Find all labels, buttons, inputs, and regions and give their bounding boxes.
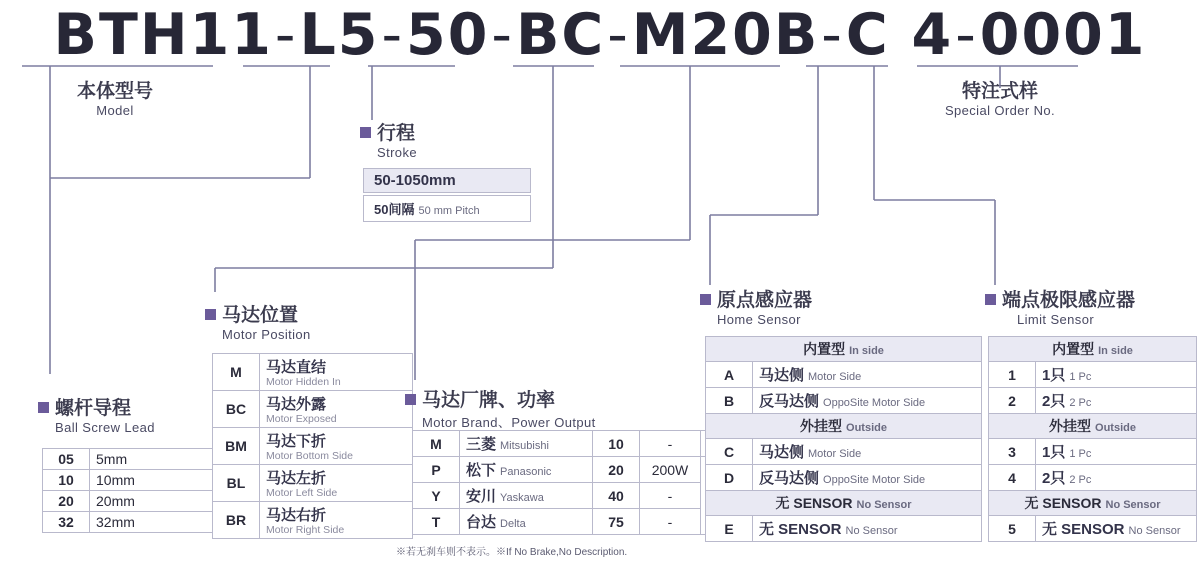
band-label: 内置型 In side	[989, 337, 1197, 362]
table-row	[989, 362, 1197, 388]
band-label: 内置型 In side	[706, 337, 982, 362]
cell-value: 马达外露 Motor Exposed	[260, 391, 413, 428]
cell-power-key: 40	[593, 483, 640, 509]
heading-motor-position	[205, 300, 311, 342]
band-label: 外挂型 Outside	[706, 414, 982, 439]
cell-power-value: -	[640, 509, 701, 535]
table-row	[706, 439, 982, 465]
table-row	[989, 465, 1197, 491]
cell-key: Y	[413, 483, 460, 509]
motor-brand-note: ※若无刹车则不表示。※If No Brake,No Description.	[396, 547, 628, 558]
table-motor-brand	[412, 430, 748, 535]
cell-power-key: 10	[593, 431, 640, 457]
code-segment-model: BTH11	[53, 2, 273, 68]
heading-home-sensor	[700, 285, 812, 327]
table-row	[213, 354, 413, 391]
cell-power-key: 75	[593, 509, 640, 535]
heading-motor-position-en: Motor Position	[222, 327, 311, 342]
cell-key: 3	[989, 439, 1036, 465]
cell-power-value: 200W	[640, 457, 701, 483]
table-row	[989, 388, 1197, 414]
heading-model	[20, 76, 210, 118]
code-segment-lead: L5	[299, 2, 380, 68]
code-dash: -	[491, 2, 514, 68]
table-ball-screw-lead	[42, 448, 213, 533]
cell-key: D	[706, 465, 753, 491]
cell-key: 1	[989, 362, 1036, 388]
heading-ball-screw-lead-en: Ball Screw Lead	[55, 420, 155, 435]
code-segment-sensors: C 4	[845, 2, 954, 68]
heading-ball-screw-lead-cn: 螺杆导程	[38, 393, 155, 420]
table-row	[43, 512, 213, 533]
cell-power-key: 20	[593, 457, 640, 483]
table-limit-sensor	[988, 336, 1197, 542]
heading-ball-screw-lead	[38, 393, 155, 435]
cell-key: C	[706, 439, 753, 465]
table-row	[413, 457, 748, 483]
band-label: 无 SENSOR No Sensor	[989, 491, 1197, 516]
cell-value: 马达侧 Motor Side	[753, 439, 982, 465]
cell-value: 10mm	[90, 470, 213, 491]
cell-key: A	[706, 362, 753, 388]
cell-value: 马达右折 Motor Right Side	[260, 502, 413, 539]
table-row	[213, 465, 413, 502]
table-row	[706, 362, 982, 388]
cell-value: 马达下折 Motor Bottom Side	[260, 428, 413, 465]
table-row	[706, 516, 982, 542]
cell-value: 反马达侧 OppoSite Motor Side	[753, 388, 982, 414]
cell-key: 5	[989, 516, 1036, 542]
bullet-square-icon	[38, 402, 49, 413]
cell-brand: 安川 Yaskawa	[460, 483, 593, 509]
cell-key: 20	[43, 491, 90, 512]
table-band-row	[989, 414, 1197, 439]
cell-value: 马达侧 Motor Side	[753, 362, 982, 388]
cell-value: 2只 2 Pc	[1036, 388, 1197, 414]
bullet-square-icon	[405, 394, 416, 405]
table-home-sensor	[705, 336, 982, 542]
cell-value: 马达左折 Motor Left Side	[260, 465, 413, 502]
cell-key: T	[413, 509, 460, 535]
cell-value: 无 SENSOR No Sensor	[753, 516, 982, 542]
stroke-range-box: 50-1050mm	[363, 168, 531, 193]
cell-key: 05	[43, 449, 90, 470]
heading-model-en: Model	[96, 103, 134, 118]
bullet-square-icon	[205, 309, 216, 320]
cell-key: 4	[989, 465, 1036, 491]
heading-stroke-en: Stroke	[377, 145, 417, 160]
heading-stroke-cn: 行程	[360, 118, 417, 145]
cell-value: 5mm	[90, 449, 213, 470]
table-row	[413, 431, 748, 457]
table-band-row	[989, 337, 1197, 362]
cell-value: 反马达侧 OppoSite Motor Side	[753, 465, 982, 491]
cell-value: 20mm	[90, 491, 213, 512]
table-row	[706, 388, 982, 414]
table-row	[213, 428, 413, 465]
bullet-square-icon	[985, 294, 996, 305]
cell-value: 马达直结 Motor Hidden In	[260, 354, 413, 391]
heading-special-order-en: Special Order No.	[944, 103, 1056, 118]
heading-stroke	[360, 118, 417, 160]
heading-home-sensor-en: Home Sensor	[717, 312, 801, 327]
heading-limit-sensor	[985, 285, 1135, 327]
table-band-row	[706, 414, 982, 439]
cell-key: B	[706, 388, 753, 414]
band-label: 外挂型 Outside	[989, 414, 1197, 439]
cell-key: E	[706, 516, 753, 542]
code-dash: -	[381, 2, 405, 68]
band-label: 无 SENSOR No Sensor	[706, 491, 982, 516]
heading-motor-brand-cn: 马达厂牌、功率	[405, 385, 596, 412]
cell-value: 32mm	[90, 512, 213, 533]
cell-brand: 台达 Delta	[460, 509, 593, 535]
cell-brand: 松下 Panasonic	[460, 457, 593, 483]
cell-value: 无 SENSOR No Sensor	[1036, 516, 1197, 542]
heading-special-order	[905, 76, 1095, 118]
stroke-pitch-box: 50间隔 50 mm Pitch	[363, 195, 531, 222]
code-segment-motor-brand: M20B	[631, 2, 820, 68]
heading-home-sensor-cn: 原点感应器	[700, 285, 812, 312]
cell-key: M	[213, 354, 260, 391]
heading-motor-brand-en: Motor Brand、Power Output	[422, 415, 596, 430]
code-segment-stroke: 50	[406, 2, 490, 68]
cell-key: BR	[213, 502, 260, 539]
code-dash: -	[274, 2, 298, 68]
cell-key: 10	[43, 470, 90, 491]
table-band-row	[706, 491, 982, 516]
code-segment-motor-position: BC	[515, 2, 606, 68]
cell-key: 32	[43, 512, 90, 533]
code-dash: -	[607, 2, 630, 68]
table-row	[213, 502, 413, 539]
cell-key: BL	[213, 465, 260, 502]
table-motor-position	[212, 353, 413, 539]
cell-power-value: -	[640, 483, 701, 509]
table-band-row	[706, 337, 982, 362]
table-row	[43, 470, 213, 491]
cell-key: M	[413, 431, 460, 457]
heading-limit-sensor-en: Limit Sensor	[1017, 312, 1095, 327]
table-row	[213, 391, 413, 428]
code-dash: -	[821, 2, 844, 68]
heading-special-order-cn: 特注式样	[961, 81, 1038, 102]
cell-key: 2	[989, 388, 1036, 414]
bullet-square-icon	[360, 127, 371, 138]
cell-key: P	[413, 457, 460, 483]
heading-limit-sensor-cn: 端点极限感应器	[985, 285, 1135, 312]
cell-key: BM	[213, 428, 260, 465]
table-row	[413, 509, 748, 535]
table-row	[43, 491, 213, 512]
table-row	[413, 483, 748, 509]
table-row	[989, 516, 1197, 542]
cell-value: 1只 1 Pc	[1036, 362, 1197, 388]
cell-value: 2只 2 Pc	[1036, 465, 1197, 491]
table-row	[43, 449, 213, 470]
cell-key: BC	[213, 391, 260, 428]
heading-motor-position-cn: 马达位置	[205, 300, 311, 327]
heading-motor-brand	[405, 385, 596, 431]
table-row	[706, 465, 982, 491]
cell-brand: 三菱 Mitsubishi	[460, 431, 593, 457]
cell-value: 1只 1 Pc	[1036, 439, 1197, 465]
table-band-row	[989, 491, 1197, 516]
code-dash: -	[955, 2, 978, 68]
table-row	[989, 439, 1197, 465]
code-segment-special-order: 0001	[979, 2, 1147, 68]
bullet-square-icon	[700, 294, 711, 305]
cell-power-value: -	[640, 431, 701, 457]
part-number-code	[0, 2, 1200, 68]
heading-model-cn: 本体型号	[76, 81, 153, 102]
